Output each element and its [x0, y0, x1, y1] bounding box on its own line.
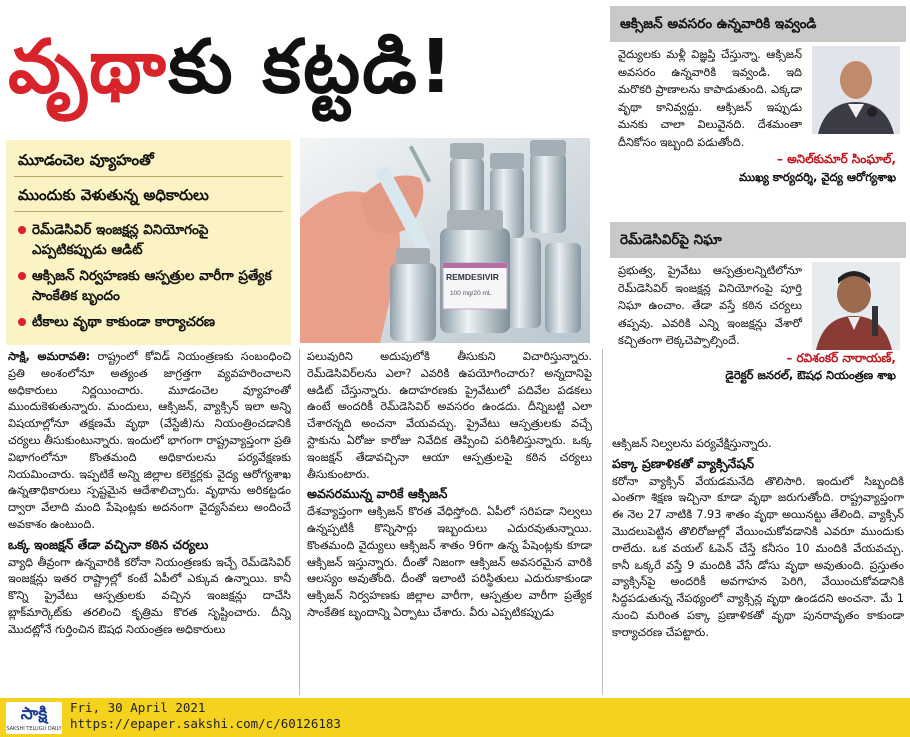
quote-role: ముఖ్య కార్యదర్శి, వైద్య ఆరోగ్యశాఖ — [738, 169, 896, 184]
highlight-item: రెమ్‌డెసివిర్ ఇంజక్షన్ల వినియోగంపై ఎప్పటికప్పుడు ఆడిట్ — [16, 220, 283, 260]
paragraph: కరోనా వ్యాక్సిన్ వేయడమనేది తొలిసారి. ఇందులో సిబ్బందికి ఎంతగా శిక్షణ ఇచ్చినా కూడా వృథా జరుగుతోంది. రాష్ట్రవ్యాప్తంగా ఈ నెల 27 నాటికి 7.93 శాతం వృథా అయినట్టు తేలింది. వ్యాక్సిన్ మొదలుపెట్టిన తొలిరోజుల్లో వేయించుకోవడానికి ఎవరూ ముందుకు రాలేదు. ఒక వయల్ ఓపెన్ చేస్తే కనీసం 10 మందికి వేయవచ్చు. కానీ ఒక్కరే వస్తే 9 మందికి వేసే డోసు వృథా అవుతుంది. ప్రస్తుతం వ్యాక్సిన్‌పై అందరికీ అవగాహన పెరిగి, వేయించుకోవడానికి సిద్ధపడుతున్న నేపథ్యంలో వ్యాక్సిన్ల వృథా ఉండదని అంచనా. మే 1 నుంచి మరింత పక్కా ప్రణాళికతో వృథా పునరావృతం కాకుండా కార్యాచరణ చేపట్టారు. — [612, 474, 904, 639]
article-column-3 — [612, 436, 904, 695]
logo-text: సాక్షి — [20, 704, 48, 724]
quote-box-oxygen — [610, 6, 906, 216]
vaccine-vials-photo — [300, 138, 590, 343]
highlights-title-line2: ముందుకు వెళుతున్న అధికారులు — [18, 186, 209, 204]
divider — [14, 176, 283, 177]
vial-dose: 100 mg/20 mL — [450, 290, 492, 297]
quote-text: ప్రభుత్వ, ప్రైవేటు ఆస్పత్రులన్నిటిలోనూ రెమ్‌డెసివిర్ ఇంజక్షన్ల వినియోగంపై పూర్తి నిఘా ఉంచాం. తేడా వస్తే కఠిన చర్యలు తప్పవు. ఎవరికి ఎన్ని ఇంజక్షన్లు వేశారో కచ్చితంగా లెక్కచెప్పాల్సిందే. — [618, 264, 802, 347]
highlights-title-line1: మూడంచెల వ్యూహంతో — [18, 151, 154, 169]
column-divider — [602, 349, 603, 695]
highlight-item: టీకాలు వృథా కాకుండా కార్యాచరణ — [16, 312, 283, 332]
quote-text: వైద్యులకు మళ్లీ విజ్ఞప్తి చేస్తున్నా. ఆక్సిజన్ అవసరం ఉన్నవారికి ఇవ్వండి. ఇది మరొకరి ప్రాణాలను కాపాడుతుంది. ఎక్కడా వృథా కానివ్వద్దు. ఆక్సిజన్ ఇప్పుడు మనకు చాలా విలువైనది. దేశమంతా దీనికోసం ఇబ్బంది పడుతోంది. — [618, 48, 802, 149]
quote-signature: – రవిశంకర్ నారాయణ్, — [786, 350, 896, 365]
vials-illustration — [300, 138, 590, 343]
paragraph-text: రాష్ట్రంలో కోవిడ్ నియంత్రణకు సంబంధించి ప్రతి అంశంలోనూ అత్యంత జాగ్రత్తగా వ్యవహరించాలని అధికారులు నిర్ణయించారు. మూడంచెల వ్యూహంతో ముందుకెళుతున్నారు. మందులు, ఆక్సిజన్, వ్యాక్సిన్ ఇలా అన్ని విషయాల్లోనూ తక్షణమే వృథా (వేస్టేజీ)ను నియంత్రించడానికి చర్యలు తీసుకుంటున్నారు. ఇందులో భాగంగా రాష్ట్రవ్యాప్తంగా ప్రతి విభాగంలోనూ కొంతమంది అధికారులను పర్యవేక్షణకు నియమించారు. ఇప్పటికే అన్ని జిల్లాల కలెక్టర్లకు వైద్య ఆరోగ్యశాఖ ఉన్నతాధికారులు స్పష్టమైన ఆదేశాలిచ్చారు. వృథాను అరికట్టడం ద్వారా వేలాది మంది పేషెంట్లకు అదనంగా వైద్యసేవలు అందించే అవకాశం ఉంటుంది. — [8, 350, 291, 531]
headline-part2: కు కట్టడి! — [168, 24, 455, 110]
paragraph: పలువురిని అదుపులోకి తీసుకుని విచారిస్తున్నారు. రెమ్‌డెసివిర్‌లను ఎలా? ఎవరికి ఉపయోగించారు? అన్నదానిపై ఆడిట్ చేస్తున్నారు. ఉదాహరణకు ప్రైవేటులో పదివేల పడకలు ఉంటే అందరికీ రెమ్‌డెసివిర్ అవసరం ఉండదు. దీన్నిబట్టి ఎలా చేశారన్నది అంచనా వేయవచ్చు. ప్రైవేటు ఆస్పత్రులకు వచ్చే స్టాకును ఏరోజు కారోజు నివేదిక తెప్పించి పరిశీలిస్తున్నారు. ఒక్క ఇంజక్షన్ తేడావచ్చినా ఆయా ఆస్పత్రులపై కఠిన చర్యలు తీసుకుంటారు. — [307, 350, 592, 481]
highlights-list — [14, 220, 283, 332]
column-divider — [299, 349, 300, 695]
article-column-1 — [8, 349, 291, 695]
vial-label: REMDESIVIR — [446, 272, 499, 282]
quote-box-remdesivir — [610, 222, 906, 434]
paragraph: ఆక్సిజన్ నిల్వలను పర్యవేక్షిస్తున్నారు. — [612, 437, 772, 450]
edition-date: Fri, 30 April 2021 — [70, 700, 206, 715]
headline-part1: వృథా — [8, 24, 169, 110]
paragraph — [8, 349, 291, 534]
sakshi-logo[interactable] — [6, 702, 62, 734]
highlight-item: ఆక్సిజన్ నిర్వహణకు ఆస్పత్రుల వారీగా ప్రత్యేక సాంకేతిక బృందం — [16, 266, 283, 306]
article-column-2 — [307, 349, 592, 695]
quote-box-heading: ఆక్సిజన్ అవసరం ఉన్నవారికి ఇవ్వండి — [610, 6, 906, 42]
quote-box-heading: రెమ్‌డెసివిర్‌పై నిఘా — [610, 222, 906, 258]
quote-role: డైరెక్టర్ జనరల్, ఔషధ నియంత్రణ శాఖ — [725, 368, 896, 382]
quote-signature: – అనిల్‌కుమార్ సింఘాల్, — [776, 152, 896, 166]
highlights-box — [6, 140, 291, 345]
subheading: పక్కా ప్రణాళికతో వ్యాక్సినేషన్ — [612, 455, 755, 471]
quote-box-body — [610, 42, 906, 186]
divider — [14, 211, 283, 212]
paragraph: వ్యాధి తీవ్రంగా ఉన్నవారికి కరోనా నియంత్రణకు ఇచ్చే రెమ్‌డెసివిర్ ఇంజక్షన్లు ఇతర రాష్ట్రాల్లో కంటే ఏపీలో ఎక్కువ ఉన్నాయి. కానీ కొన్ని ప్రైవేటు ఆస్పత్రులకు వచ్చిన ఇంజక్షన్లు దాచేసి బ్లాక్‌మార్కెట్‌కు తరలించి కృత్రిమ కొరత సృష్టించారు. దీన్ని మొదట్లోనే గుర్తించిన ఔషధ నియంత్రణ అధికారులు — [8, 555, 291, 636]
headline — [8, 2, 603, 132]
logo-subtext: SAKSHI TELUGU DAILY — [6, 726, 62, 732]
quote-box-body — [610, 258, 906, 385]
portrait-photo — [812, 46, 900, 134]
paragraph: దేశవ్యాప్తంగా ఆక్సిజన్ కొరత వేధిస్తోంది. ఏపీలో సరిపడా నిల్వలు ఉన్నప్పటికీ కొన్నిసార్లు ఇబ్బందులు ఎదురవుతున్నాయి. కొంతమంది వైద్యులు ఆక్సిజన్ శాతం 96గా ఉన్న పేషెంట్లకు కూడా ఆక్సిజన్ ఇస్తున్నారు. దీంతో నిజంగా ఆక్సిజన్ అవసరమైన వారికి ఆలస్యం అవుతోంది. దీంతో ఇలాంటి పరిస్థితులు ఎదురుకాకుండా ఆక్సిజన్ నిర్వహణకు జిల్లాల వారీగా, ఆస్పత్రుల వారీగా ప్రత్యేక సాంకేతిక బృందాన్ని ఏర్పాటు చేశారు. వీరు ఎప్పటికప్పుడు — [307, 505, 592, 619]
subheading: అవసరమున్న వారికే ఆక్సిజన్ — [307, 486, 448, 502]
portrait-photo — [812, 262, 900, 350]
subheading: ఒక్క ఇంజక్షన్ తేడా వచ్చినా కఠిన చర్యలు — [8, 536, 209, 552]
epaper-link[interactable]: https://epaper.sakshi.com/c/60126183 — [70, 716, 341, 731]
dateline: సాక్షి, అమరావతి: — [8, 350, 91, 363]
